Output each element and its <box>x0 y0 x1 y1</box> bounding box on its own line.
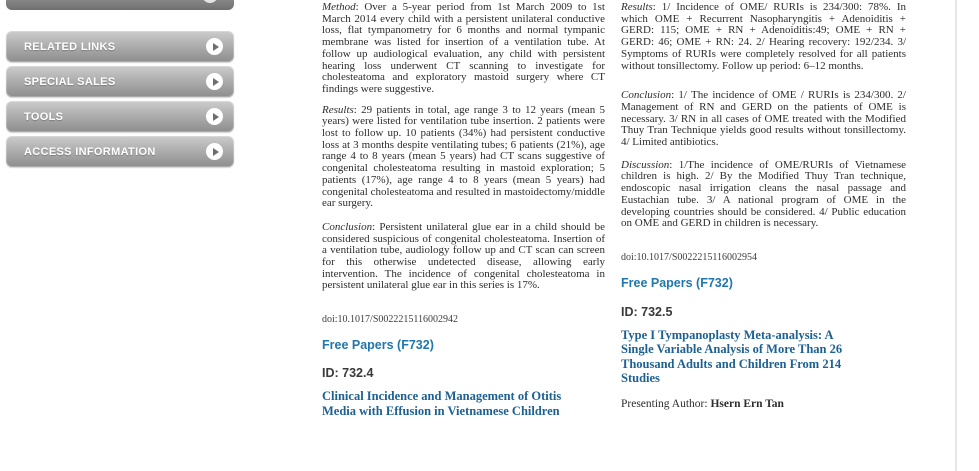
section-heading: Free Papers (F732) <box>621 275 733 290</box>
sidebar <box>6 0 234 171</box>
paragraph-text: : Persistent unilateral glue ear in a child should be considered suspicious of congenital cholesteatoma. Insertion of a ventilation tube, audiology follow up and CT scan can screen for this otherwise undetected disease, allowing early intervention. The incidence of congenital cholesteatoma in persistent unilateral glue ear in this series is 17%. <box>322 220 605 292</box>
abstract-column-right <box>621 2 906 410</box>
play-circle-icon <box>206 143 223 160</box>
abstract-paragraph-results <box>621 2 906 72</box>
abstract-paragraph-conclusion <box>322 222 605 292</box>
paper-title-link[interactable]: Type I Tympanoplasty Meta-analysis: A Single Variable Analysis of More Than 26 Thousand Adults and Children From 214 Studies <box>621 327 843 386</box>
sidebar-item-label: SPECIAL SALES <box>24 75 116 88</box>
paragraph-label: Conclusion <box>621 89 672 102</box>
paragraph-label: Results <box>322 103 354 116</box>
abstract-column-left <box>322 2 605 418</box>
sidebar-item-label: TOOLS <box>24 110 64 123</box>
paragraph-label: Conclusion <box>322 220 373 233</box>
paper-id: ID: 732.5 <box>621 304 673 319</box>
sidebar-item-special-sales[interactable] <box>6 66 234 97</box>
sidebar-item-label: ACCESS INFORMATION <box>24 145 156 158</box>
sidebar-item-related-links[interactable] <box>6 31 234 62</box>
paragraph-label: Results <box>621 1 653 13</box>
content-right-border <box>955 0 957 471</box>
paragraph-text: : 29 patients in total, age range 3 to 12 years (mean 5 years) were listed for ventilation tube insertion. 2 patients were lost to follow up. 10 patients (34%) had persistent conductive loss at 3 months despite ventilating tubes; 6 patients (21%), age range 4 to 8 years (mean 5 years) had CT scans suggestive of congenital cholesteatoma resulting in mastoid exploration; 5 patients (17%), age range 4 to 8 years (mean 5 years) had congenital cholesteatoma and resulted in mastoidectomy/middle ear surgery. <box>322 103 605 210</box>
abstract-paragraph-method <box>322 2 605 96</box>
play-circle-icon <box>202 0 218 3</box>
paragraph-text: : 1/ Incidence of OME/ RURIs is 234/300: 78%. In which OME + Recurrent Nasopharyngitis + Adenoiditis + GERD: 115; OME + RN + Adenoiditis:49; OME + RN + GERD: 46; OME + RN: 24. 2/ Hearing recovery: 192/234. 3/ Symptoms of RURIs were completely resolved for all patients without tonsillectomy. Follow up period: 6–12 months. <box>621 1 906 72</box>
presenting-author-name: Hsern Ern Tan <box>710 397 784 410</box>
paragraph-label: Method <box>322 1 356 13</box>
section-heading: Free Papers (F732) <box>322 338 434 353</box>
paragraph-label: Discussion <box>621 158 670 171</box>
presenting-author-line <box>621 398 906 410</box>
paragraph-text: : Over a 5-year period from 1st March 2009 to 1st March 2014 every child with a persistent unilateral conductive loss, flat tympanometry for 6 months and normal tympanic membrane was listed for insertion of a ventilation tube. At follow up audiological evaluation, any child with persistent hearing loss underwent CT scanning to investigate for cholesteatoma and exploratory mastoid surgery where CT findings were suggestive. <box>322 1 605 95</box>
play-circle-icon <box>206 108 223 125</box>
sidebar-item-access-information[interactable] <box>6 136 234 167</box>
play-circle-icon <box>206 38 223 55</box>
doi-text: doi:10.1017/S0022215116002954 <box>621 251 758 263</box>
abstract-paragraph-results <box>322 105 605 210</box>
sidebar-item-label: RELATED LINKS <box>24 40 116 53</box>
sidebar-item-partial[interactable] <box>6 0 234 10</box>
abstract-paragraph-conclusion <box>621 90 906 149</box>
doi-text: doi:10.1017/S0022215116002942 <box>322 314 459 326</box>
paragraph-text: : 1/ The incidence of OME / RURIs is 234/300. 2/ Management of RN and GERD on the patients of OME is necessary. 3/ RN in all cases of OME treated with the Modified Thuy Tran Technique yields good results without tonsillectomy. 4/ Limited antibiotics. <box>621 89 906 149</box>
presenting-author-label: Presenting Author: <box>621 397 708 410</box>
paper-id: ID: 732.4 <box>322 366 374 381</box>
paper-title-link[interactable]: Clinical Incidence and Management of Otitis Media with Effusion in Vietnamese Children <box>322 389 562 418</box>
sidebar-item-tools[interactable] <box>6 101 234 132</box>
paragraph-text: : 1/The incidence of OME/RURIs of Vietnamese children is high. 2/ By the Modified Thuy Tran technique, endoscopic nasal irrigation cleans the nasal passage and Eustachian tube. 3/ A national program of OME in the developing countries should be considered. 4/ Public education on OME and GERD in children is necessary. <box>621 158 906 230</box>
abstract-paragraph-discussion <box>621 160 906 230</box>
play-circle-icon <box>206 73 223 90</box>
